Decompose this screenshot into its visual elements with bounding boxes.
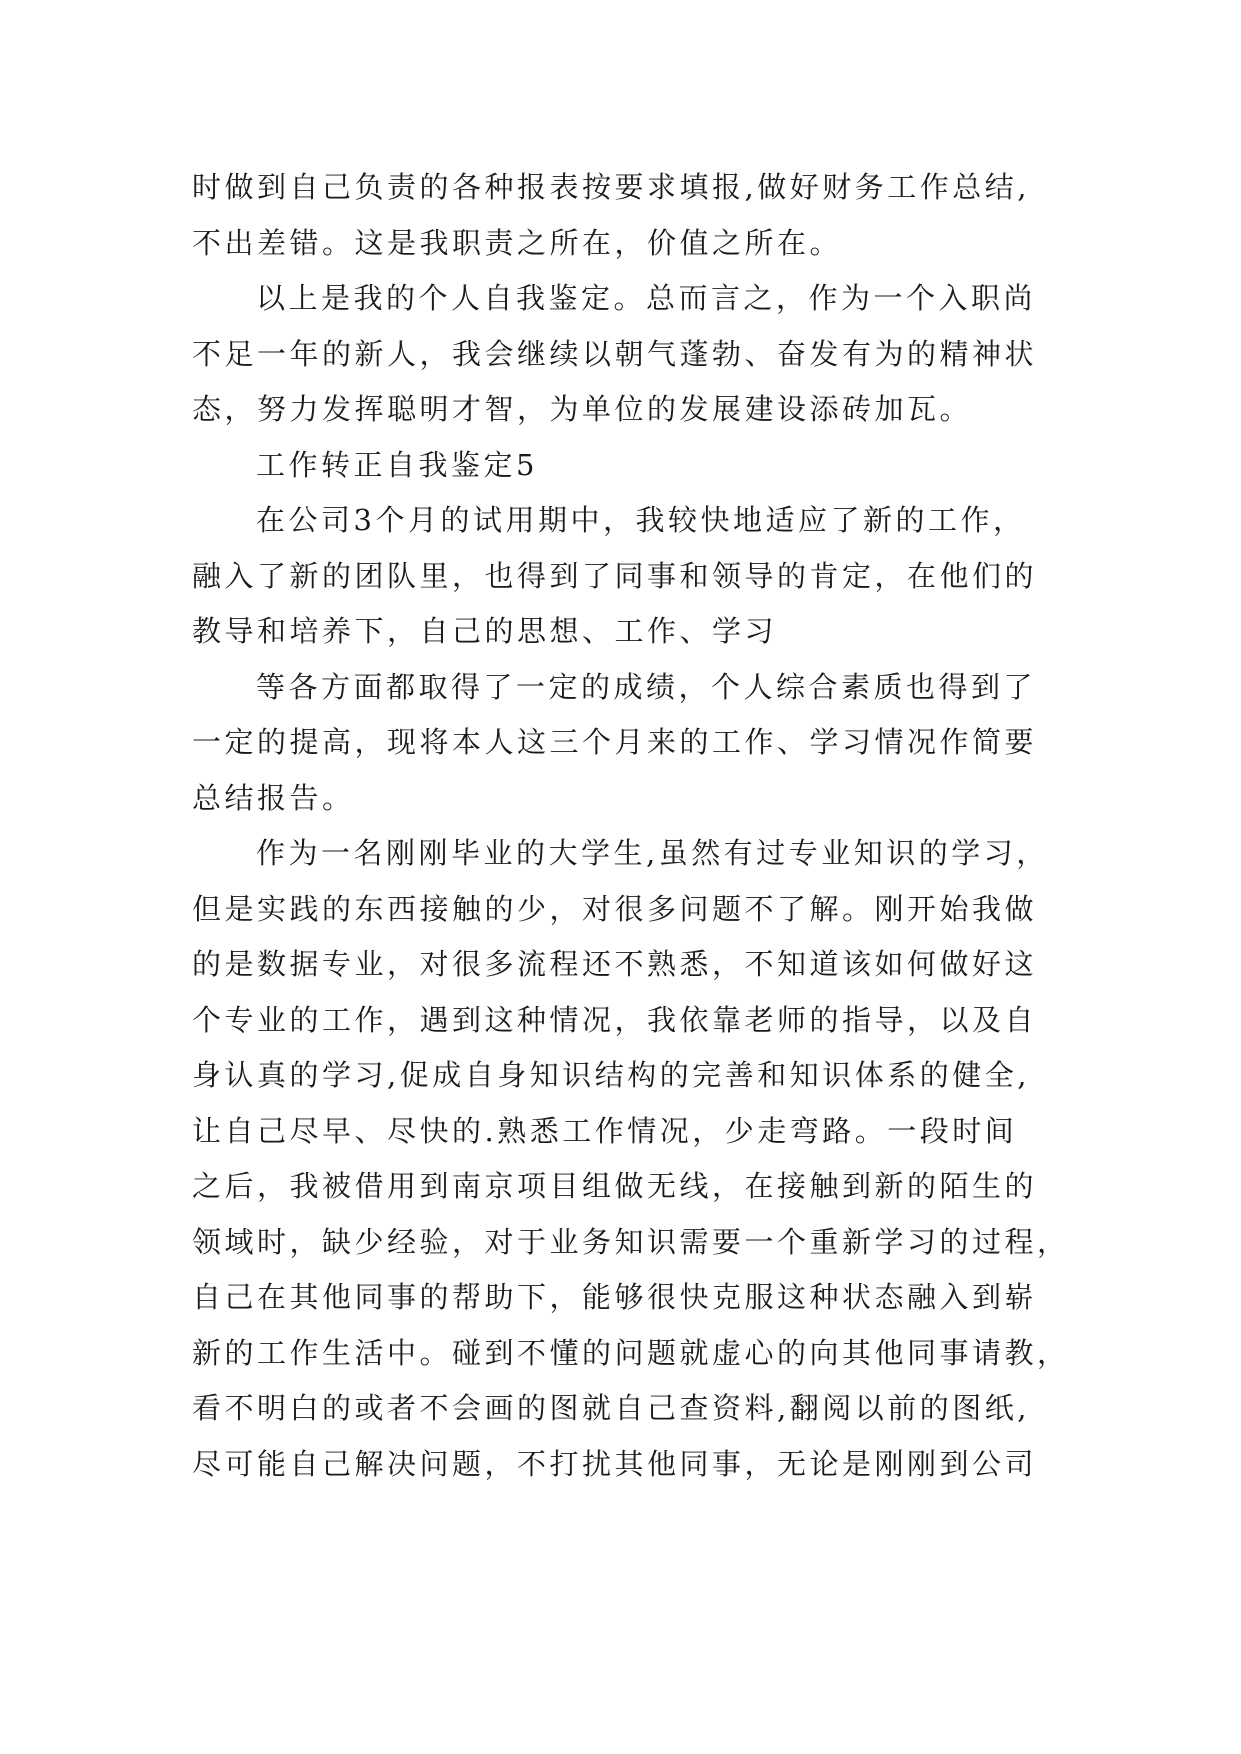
text-line: 个专业的工作，遇到这种情况，我依靠老师的指导，以及自 [192, 1002, 1038, 1037]
text-line: 尽可能自己解决问题，不打扰其他同事，无论是刚刚到公司 [192, 1446, 1038, 1481]
text-line: 自己在其他同事的帮助下，能够很快克服这种状态融入到崭 [192, 1280, 1038, 1314]
text-line: 等各方面都取得了一定的成绩，个人综合素质也得到了 [256, 669, 1037, 704]
text-line: 领域时，缺少经验，对于业务知识需要一个重新学习的过程， [192, 1224, 1070, 1259]
text-line: 不足一年的新人，我会继续以朝气蓬勃、奋发有为的精神状 [192, 336, 1038, 371]
text-line: 融入了新的团队里，也得到了同事和领导的肯定，在他们的 [192, 558, 1038, 593]
text-line: 看不明白的或者不会画的图就自己查资料,翻阅以前的图纸, [192, 1391, 1030, 1425]
text-line: 新的工作生活中。碰到不懂的问题就虚心的向其他同事请教， [192, 1335, 1070, 1370]
text-line: 工作转正自我鉴定5 [256, 447, 538, 482]
text-line: 时做到自己负责的各种报表按要求填报,做好财务工作总结, [192, 170, 1030, 204]
text-line: 以上是我的个人自我鉴定。总而言之，作为一个入职尚 [256, 281, 1037, 315]
text-line: 身认真的学习,促成自身知识结构的完善和知识体系的健全, [192, 1058, 1030, 1092]
text-line: 在公司3个月的试用期中，我较快地适应了新的工作， [256, 503, 1026, 537]
text-line: 一定的提高，现将本人这三个月来的工作、学习情况作简要 [192, 725, 1038, 759]
text-line: 但是实践的东西接触的少，对很多问题不了解。刚开始我做 [192, 891, 1038, 926]
text-line: 之后，我被借用到南京项目组做无线，在接触到新的陌生的 [192, 1169, 1038, 1203]
text-line: 让自己尽早、尽快的.熟悉工作情况，少走弯路。一段时间 [192, 1113, 1018, 1148]
text-line: 不出差错。这是我职责之所在，价值之所在。 [192, 225, 843, 260]
text-line: 教导和培养下，自己的思想、工作、学习 [192, 614, 778, 648]
text-line: 的是数据专业，对很多流程还不熟悉，不知道该如何做好这 [192, 947, 1038, 981]
body-text [192, 160, 1072, 1492]
text-line: 总结报告。 [192, 780, 355, 815]
text-line: 作为一名刚刚毕业的大学生,虽然有过专业知识的学习， [256, 836, 1049, 870]
text-line: 态，努力发挥聪明才智，为单位的发展建设添砖加瓦。 [192, 392, 973, 426]
